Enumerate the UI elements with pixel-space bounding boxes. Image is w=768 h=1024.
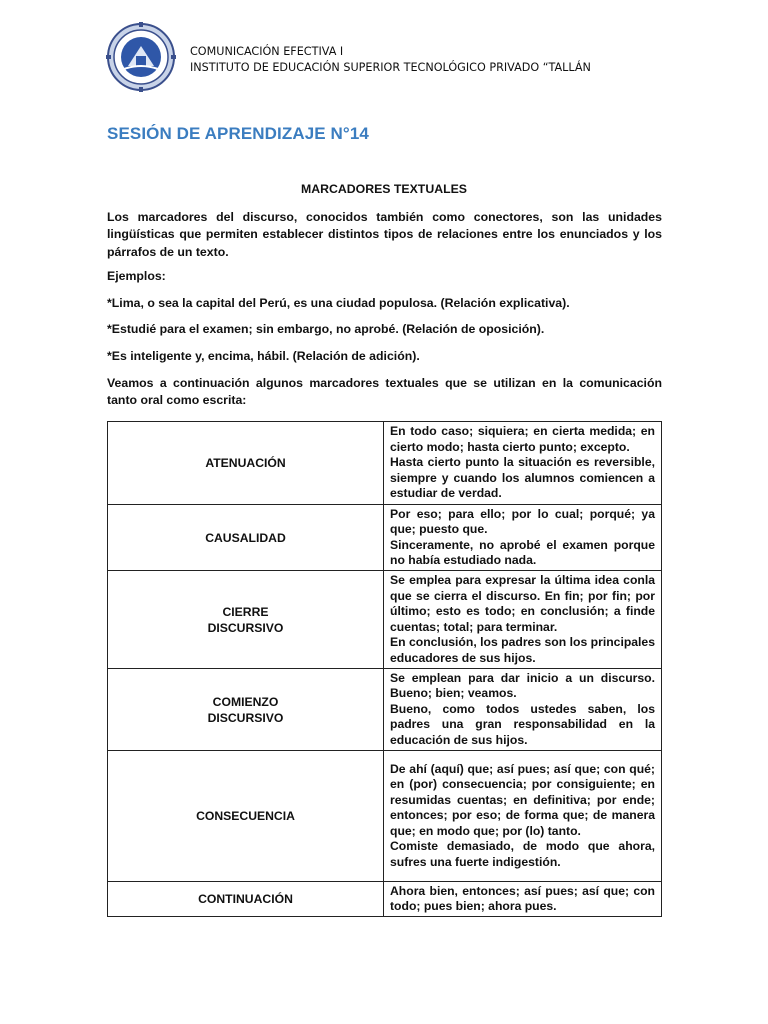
marker-example: Comiste demasiado, de modo que ahora, sufres una fuerte indigestión.: [390, 839, 655, 869]
category-line: COMIENZO: [212, 694, 279, 709]
table-row: [108, 882, 662, 917]
marker-definition: Se emplean para dar inicio a un discurso. Bueno; bien; veamos.: [390, 670, 655, 701]
table-row: [108, 571, 662, 669]
table-row: [108, 751, 662, 882]
marker-description: [384, 751, 662, 882]
session-title: SESIÓN DE APRENDIZAJE N°14: [107, 124, 369, 143]
institute-name: INSTITUTO DE EDUCACIÓN SUPERIOR TECNOLÓGICO PRIVADO “TALLÁN: [190, 60, 591, 74]
marker-definition: Ahora bien, entonces; así pues; así que; con todo; pues bien; ahora pues.: [390, 883, 655, 913]
marker-description: [384, 505, 662, 571]
marker-example: Hasta cierto punto la situación es reversible, siempre y cuando los alumnos comiencen a estudiar de verdad.: [390, 455, 655, 501]
marker-category: ATENUACIÓN: [108, 422, 384, 505]
marker-definition: Se emplea para expresar la última idea conla que se cierra el discurso. En fin; por fin; por último; esto es todo; en conclusión; a finde cuentas; total; para terminar.: [390, 573, 655, 634]
markers-table: [107, 421, 662, 917]
category-line: DISCURSIVO: [207, 710, 284, 725]
marker-category: [108, 571, 384, 669]
category-line: CIERRE: [222, 604, 269, 619]
marker-description: [384, 669, 662, 751]
marker-description: [384, 422, 662, 505]
examples-label: Ejemplos:: [107, 269, 166, 283]
course-name: COMUNICACIÓN EFECTIVA I: [190, 45, 344, 58]
marker-category: CONSECUENCIA: [108, 751, 384, 882]
category-line: DISCURSIVO: [207, 620, 284, 635]
marker-description: [384, 571, 662, 669]
marker-category: CONTINUACIÓN: [108, 882, 384, 917]
example-item: *Es inteligente y, encima, hábil. (Relación de adición).: [107, 349, 420, 363]
table-intro-paragraph: Veamos a continuación algunos marcadores textuales que se utilizan en la comunicación tanto oral como escrita:: [107, 376, 662, 408]
example-item: *Lima, o sea la capital del Perú, es una ciudad populosa. (Relación explicativa).: [107, 296, 570, 310]
marker-example: En conclusión, los padres son los principales educadores de sus hijos.: [390, 635, 655, 665]
marker-example: Sinceramente, no aprobé el examen porque no había estudiado nada.: [390, 537, 655, 567]
intro-paragraph: Los marcadores del discurso, conocidos también como conectores, son las unidades lingüísticas que permiten establecer distintos tipos de relaciones entre los enunciados y los párrafos de un texto.: [107, 210, 662, 259]
institute-logo: [106, 22, 176, 92]
marker-definition: En todo caso; siquiera; en cierta medida; en cierto modo; hasta cierto punto; excepto.: [390, 424, 655, 454]
section-subtitle: MARCADORES TEXTUALES: [300, 182, 467, 196]
marker-description: [384, 882, 662, 917]
table-row: [108, 505, 662, 571]
marker-category: CAUSALIDAD: [108, 505, 384, 571]
marker-definition: Por eso; para ello; por lo cual; porqué; ya que; puesto que.: [390, 506, 655, 536]
marker-category: [108, 669, 384, 751]
table-row: [108, 422, 662, 505]
example-item: *Estudié para el examen; sin embargo, no aprobé. (Relación de oposición).: [107, 322, 545, 336]
marker-definition: De ahí (aquí) que; así pues; así que; con qué; en (por) consecuencia; por consiguiente; en resumidas cuentas; en definitiva; por ende; entonces; por eso; de forma que; de manera que; en modo que; por (lo) tanto.: [390, 761, 655, 838]
table-row: [108, 669, 662, 751]
marker-example: Bueno, como todos ustedes saben, los padres una gran responsabilidad en la educación de sus hijos.: [390, 701, 655, 747]
